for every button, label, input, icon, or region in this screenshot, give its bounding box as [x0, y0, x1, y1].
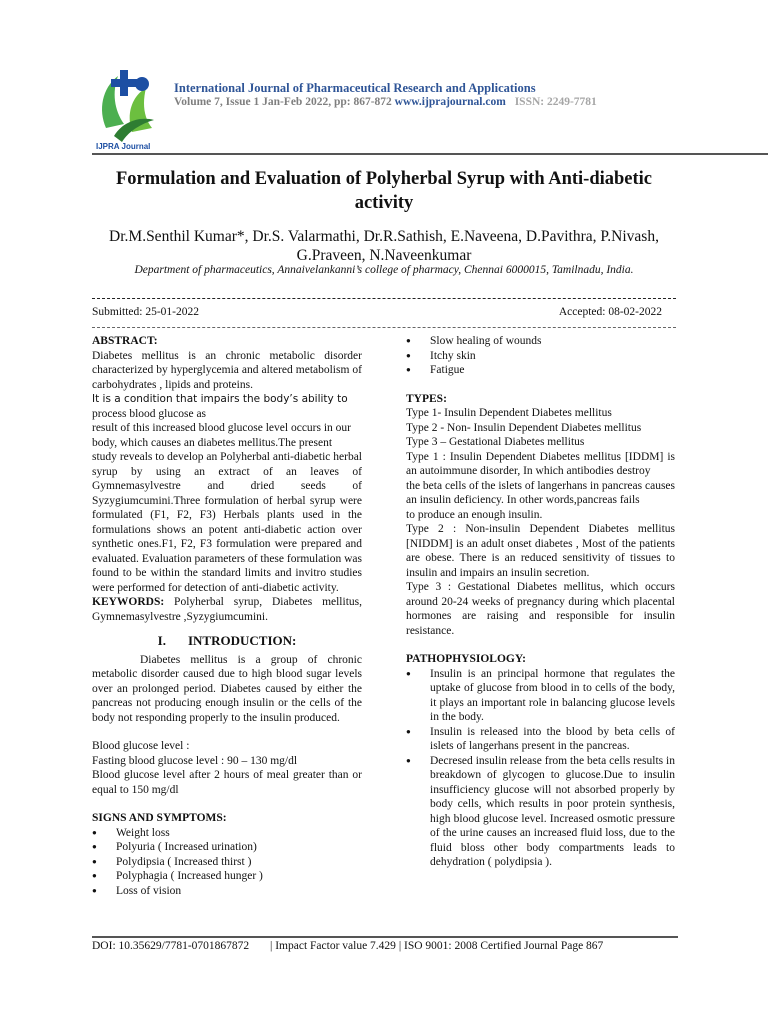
author-list: Dr.M.Senthil Kumar*, Dr.S. Valarmathi, Dr.R.Sathish, E.Naveena, D.Pavithra, P.Nivash, G.Praveen, N.Naveenkumar	[109, 228, 659, 264]
list-item: ● Insulin is an principal hormone that regulates the uptake of glucose from blood in to cells of the body, it plays an important role in balancing glucose levels in the body.	[406, 667, 675, 725]
volume-info: Volume 7, Issue 1 Jan-Feb 2022, pp: 867-872	[174, 96, 392, 108]
journal-header	[92, 66, 692, 152]
type2-description: Type 2 : Non-insulin Dependent Diabetes mellitus [NIDDM] is an adult onset diabetes , Most of the patients are obese. There is an reduced sensitivity of tissues to insulin and impairs an insulin secretion.	[406, 523, 675, 579]
list-item: ● Polydipsia ( Increased thirst )	[92, 855, 362, 870]
type3-description: Type 3 : Gestational Diabetes mellitus, which occurs around 20-24 weeks of pregnancy during which placental hormones are raising and responsible for insulin resistance.	[406, 581, 675, 637]
logo-text: IJPRA Journal	[96, 142, 151, 151]
dashed-divider	[92, 327, 676, 328]
introduction-heading	[92, 634, 362, 649]
list-item: ● Decresed insulin release from the beta cells results in breakdown of glycogen to glucose.Due to insulin insufficiency glucose will not absorbed properly by body cells, which results in poor protein synthesis, high blood glucose level. Increased osmotic pressure of the urine causes an increased fluid loss, due to the fluid bloss other body compartments leads to dehydration ( polydipsia ).	[406, 754, 675, 870]
paper-title: Formulation and Evaluation of Polyherbal Syrup with Anti-diabetic activity	[115, 169, 653, 213]
dashed-divider	[92, 298, 676, 299]
blood-glucose-label: Blood glucose level :	[92, 740, 190, 752]
fasting-glucose: Fasting blood glucose level : 90 – 130 mg/dl	[92, 754, 298, 767]
abstract-text: Diabetes mellitus is an chronic metabolic disorder characterized by hyperglycemia and altered metabolism of carbohydrates , lipids and proteins.	[92, 349, 362, 391]
type1-description: the beta cells of the islets of langerhans in pancreas causes an insulin deficiency. In other words,pancreas fails	[406, 479, 675, 506]
type-line: Type 2 - Non- Insulin Dependent Diabetes mellitus	[406, 421, 642, 434]
list-item: ● Weight loss	[92, 826, 362, 841]
issn: ISSN: 2249-7781	[514, 96, 597, 108]
type-line: Type 3 – Gestational Diabetes mellitus	[406, 436, 585, 448]
journal-meta	[174, 96, 597, 108]
abstract-text: study reveals to develop an Polyherbal anti-diabetic herbal syrup by using an extract of an leaves of Gymnemasylvestre and dried seeds of Syzygiumcumini.Three formulation of herbal syrup were formulated (F1, F2, F3) Herbals plants used in the formulations shows an potent anti-diabetic action over synthetic ones.F1, F2, F3 formulation were prepared and evaluated. Evaluation parameters of these formulation was found to be within the standard limits and invitro studies were performed for detection of anti-diabetic activity.	[92, 451, 362, 594]
accepted-date: Accepted: 08-02-2022	[558, 306, 662, 318]
signs-heading: SIGNS AND SYMPTOMS:	[92, 812, 227, 824]
ijpra-logo-icon	[92, 66, 172, 150]
abstract-text: result of this increased blood glucose level occurs in our body, which causes an diabetes mellitus.The present	[92, 422, 351, 449]
iso-page: | ISO 9001: 2008 Certified Journal Page 867	[398, 940, 604, 952]
postmeal-glucose: Blood glucose level after 2 hours of meal greater than or equal to 150 mg/dl	[92, 769, 362, 796]
list-item: ● Loss of vision	[92, 884, 362, 899]
submitted-date: Submitted: 25-01-2022	[92, 306, 200, 318]
journal-url-link[interactable]: www.ijprajournal.com	[394, 96, 506, 108]
abstract-text: process blood glucose as	[92, 407, 207, 420]
list-item: ● Polyphagia ( Increased hunger )	[92, 869, 362, 884]
list-item: ● Polyuria ( Increased urination)	[92, 840, 362, 855]
abstract-text: It is a condition that impairs the body’s ability to	[92, 393, 348, 405]
department-affiliation: Department of pharmaceutics, Annaivelankanni’s college of pharmacy, Chennai 6000015, Tamilnadu, India.	[134, 264, 634, 276]
type1-description: Type 1 : Insulin Dependent Diabetes mellitus [IDDM] is an autoimmune disorder, In which antibodies destroy	[406, 450, 675, 477]
abstract-heading: ABSTRACT:	[92, 335, 158, 347]
types-heading: TYPES:	[406, 392, 447, 405]
signs-list	[92, 826, 362, 899]
left-column	[92, 334, 362, 898]
keywords	[92, 595, 362, 624]
list-item: ● Itchy skin	[406, 349, 675, 364]
introduction-text: Diabetes mellitus is a group of chronic metabolic disorder caused due to high blood sugar levels over an prolonged period. Diabetes caused by either the pancreas not producing enough insulin or the cells of the body not responding properly to the insulin produced.	[92, 653, 362, 724]
right-column	[406, 334, 675, 870]
signs-list-continued	[406, 334, 675, 378]
section-number: I.	[157, 633, 166, 648]
keywords-text: Polyherbal syrup, Diabetes mellitus, Gymnemasylvestre ,Syzygiumcumini.	[92, 596, 362, 623]
page-footer	[92, 940, 682, 952]
doi: DOI: 10.35629/7781-0701867872	[92, 940, 250, 952]
keywords-label: KEYWORDS:	[92, 596, 165, 608]
section-title: INTRODUCTION:	[187, 633, 297, 648]
list-item: ● Slow healing of wounds	[406, 334, 675, 349]
type1-description: to produce an enough insulin.	[406, 508, 543, 521]
impact-factor: | Impact Factor value 7.429	[270, 940, 396, 952]
footer-divider	[92, 936, 678, 938]
submission-dates	[92, 306, 662, 318]
pathophysiology-heading: PATHOPHYSIOLOGY:	[406, 653, 526, 665]
type-line: Type 1- Insulin Dependent Diabetes mellitus	[406, 407, 612, 419]
pathophysiology-list	[406, 667, 675, 870]
journal-name: International Journal of Pharmaceutical Research and Applications	[174, 81, 536, 95]
list-item: ● Insulin is released into the blood by beta cells of islets of langerhans present in the pancreas.	[406, 725, 675, 754]
header-divider	[92, 153, 768, 155]
list-item: ● Fatigue	[406, 363, 675, 378]
